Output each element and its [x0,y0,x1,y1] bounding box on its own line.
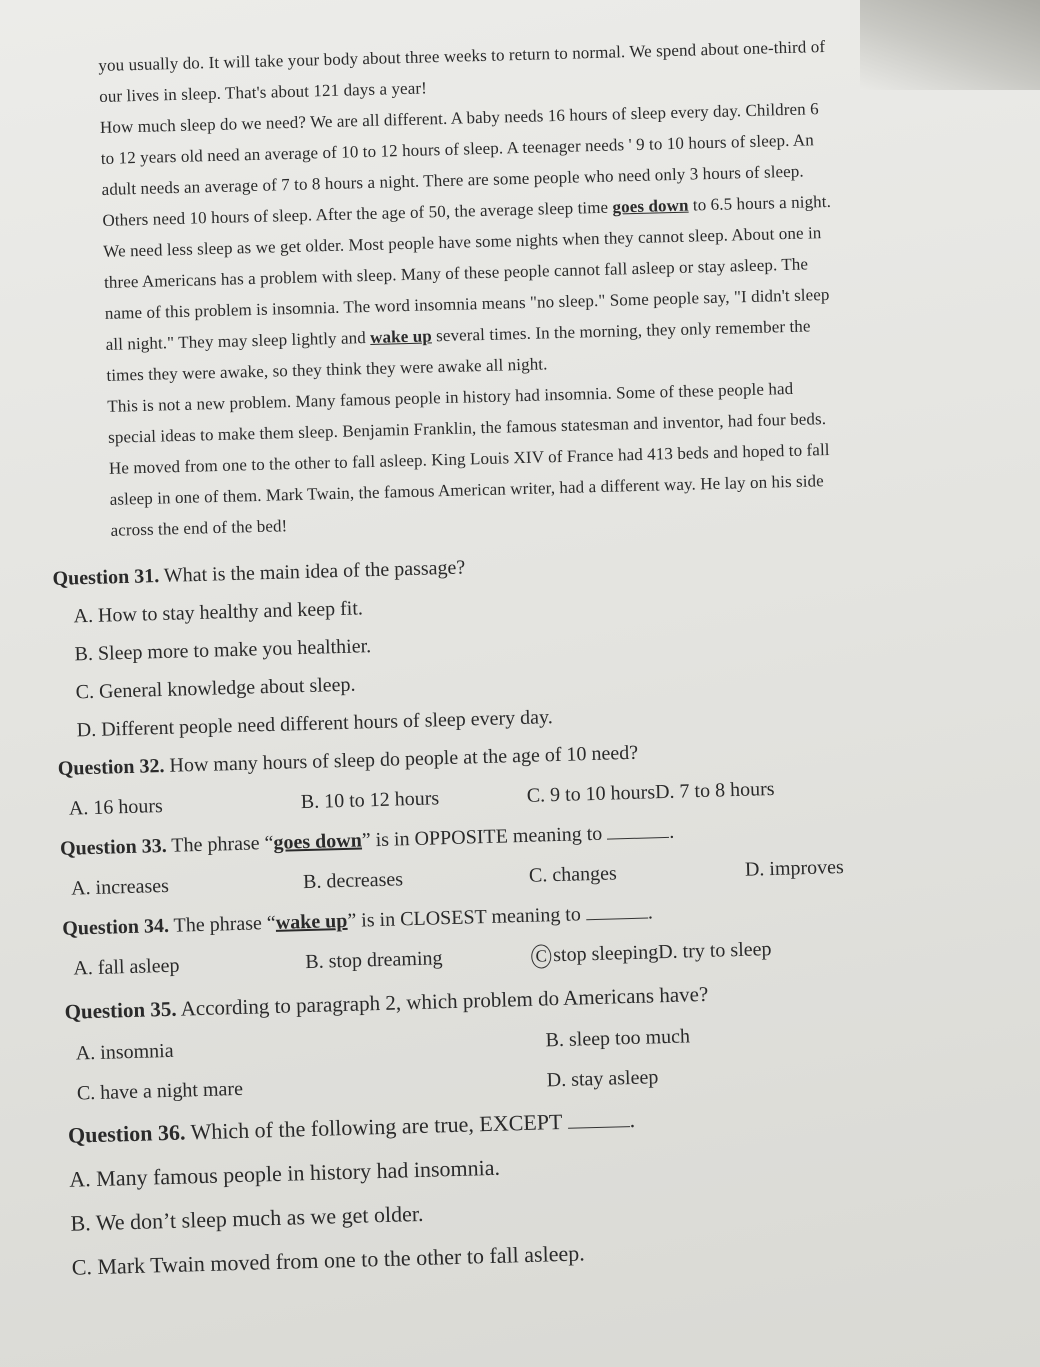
passage-line: adult needs an average of 7 to 8 hours a night. There are some people who need only 3 hours of sleep. [101,161,804,199]
option-a: A. fall asleep [73,954,180,980]
passage-line-text: Others need 10 hours of sleep. After the age of 50, the average sleep time [102,197,609,230]
passage-line-text: all night." They may sleep lightly and [105,328,367,354]
underlined-phrase-wake-up: wake up [369,326,433,347]
passage-line: special ideas to make them sleep. Benjamin Franklin, the famous statesman and inventor, had four beds. [107,409,827,447]
option-a: A. Many famous people in history had insomnia. [68,1154,501,1192]
option-a: A. insomnia [75,1039,174,1065]
question-text: How many hours of sleep do people at the age of 10 need? [164,741,639,777]
option-d: D. 7 to 8 hours [654,777,775,804]
question-number: Question 32. [57,754,165,780]
question-number: Question 35. [64,996,177,1024]
question-text: Which of the following are true, EXCEPT [185,1108,563,1145]
passage-line: asleep in one of them. Mark Twain, the famous American writer, had a different way. He lay on his side [109,471,825,509]
passage-line: to 12 years old need an average of 10 to 12 hours of sleep. A teenager needs ' 9 to 10 hours of sleep. An [100,130,815,168]
question-text: ” is in CLOSEST meaning to [347,903,582,932]
question-text: ” is in OPPOSITE meaning to [361,822,603,852]
option-a: A. 16 hours [68,795,164,820]
option-b: B. We don’t sleep much as we get older. [70,1200,424,1236]
option-d: D. stay asleep [546,1066,659,1092]
option-a: A. How to stay healthy and keep fit. [73,597,364,628]
question-number: Question 31. [52,565,160,590]
question-end: . [668,820,675,843]
option-c-circled [531,931,659,977]
passage-line: This is not a new problem. Many famous people in history had insomnia. Some of these people had [107,378,794,416]
option-a: A. increases [70,874,170,900]
question-text: The phrase “ [166,831,274,857]
option-b: B. 10 to 12 hours [300,787,440,814]
question-number: Question 36. [67,1119,186,1148]
question-36 [67,1089,972,1290]
option-c: C. changes [528,862,618,887]
option-b: B. Sleep more to make you healthier. [74,635,372,666]
passage-line: our lives in sleep. That's about 121 days a year! [98,78,428,106]
option-d: D. improves [744,856,845,881]
option-c: C. 9 to 10 hours [526,781,656,807]
passage-line: How much sleep do we need? We are all different. A baby needs 16 hours of sleep every day. Children 6 [99,99,819,137]
passage-line: across the end of the bed! [110,516,288,540]
question-end: . [647,901,654,924]
question-35 [64,965,967,1114]
answer-blank [607,819,670,840]
passage-line-text: to 6.5 hours a night. [692,191,832,215]
option-c: C. Mark Twain moved from one to the other to fall asleep. [71,1240,585,1280]
option-c-text: stop sleeping [552,941,659,967]
question-end: . [629,1106,636,1133]
underlined-phrase-goes-down: goes down [612,195,689,217]
question-text: The phrase “ [168,911,277,937]
question-phrase: goes down [273,829,363,854]
reading-passage [98,27,991,546]
passage-line: name of this problem is insomnia. The word insomnia means "no sleep." Some people say, "I didn't sleep [104,284,830,323]
question-text: According to paragraph 2, which problem do Americans have? [176,981,709,1021]
passage-line: We need less sleep as we get older. Most people have some nights when they cannot sleep. About one in [103,223,822,261]
answer-blank [567,1108,630,1129]
question-31 [52,535,957,750]
option-d: D. try to sleep [657,938,772,964]
option-b: B. decreases [302,868,404,894]
option-b: B. sleep too much [545,1025,691,1052]
passage-line: times they were awake, so they think they were awake all night. [106,354,548,385]
question-phrase: wake up [275,909,348,934]
passage-line: three Americans has a problem with sleep. Many of these people cannot fall asleep or stay asleep. The [103,254,809,292]
answer-blank [585,900,648,921]
question-number: Question 33. [59,834,168,860]
option-c: C. General knowledge about sleep. [75,673,356,704]
passage-line: you usually do. It will take your body about three weeks to return to normal. We spend about one-third of [98,36,826,75]
option-b: B. stop dreaming [305,947,443,974]
passage-line: He moved from one to the other to fall asleep. King Louis XIV of France had 413 beds and hoped to fall [108,439,830,478]
question-list [52,535,972,1290]
option-d: D. Different people need different hours of sleep every day. [76,706,554,742]
option-c: C. have a night mare [76,1077,244,1105]
question-number: Question 34. [61,914,170,940]
circled-answer-mark: C [531,944,552,969]
question-text: What is the main idea of the passage? [158,556,466,588]
passage-line-text: several times. In the morning, they only remember the [435,316,811,346]
